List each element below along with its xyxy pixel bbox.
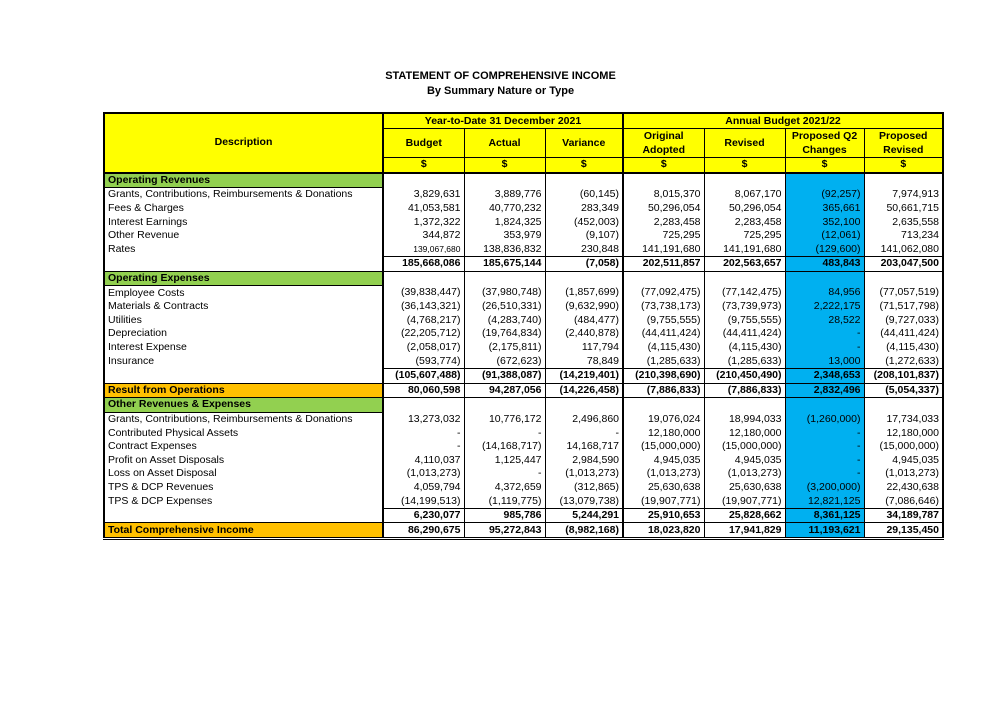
value-cell: (39,838,447) <box>383 286 464 300</box>
value-cell: 2,984,590 <box>545 453 623 467</box>
value-cell: (13,079,738) <box>545 494 623 508</box>
value-cell: 84,956 <box>785 286 864 300</box>
subtotal-cell: 203,047,500 <box>864 257 943 272</box>
value-cell: 2,222,175 <box>785 300 864 314</box>
table-row <box>104 494 943 508</box>
value-cell: (312,865) <box>545 481 623 495</box>
table-row <box>104 341 943 355</box>
subtotal-cell: 185,668,086 <box>383 257 464 272</box>
value-cell: 4,945,035 <box>864 453 943 467</box>
row-label: Fees & Charges <box>104 202 383 216</box>
section-header: Operating Revenues <box>104 173 383 188</box>
value-cell: (9,107) <box>545 229 623 243</box>
row-label: Profit on Asset Disposals <box>104 453 383 467</box>
table-row <box>104 202 943 216</box>
table-row <box>104 412 943 426</box>
value-cell: 352,100 <box>785 215 864 229</box>
subtotal-cell: 985,786 <box>464 508 545 523</box>
value-cell: (14,199,513) <box>383 494 464 508</box>
value-cell: 4,945,035 <box>623 453 704 467</box>
revised-header: Revised <box>704 129 785 158</box>
value-cell: (77,142,475) <box>704 286 785 300</box>
summary-label: Result from Operations <box>104 383 383 398</box>
value-cell: (9,755,555) <box>704 314 785 328</box>
currency-label: $ <box>383 158 464 173</box>
row-label: Depreciation <box>104 327 383 341</box>
value-cell: 4,372,659 <box>464 481 545 495</box>
value-cell: 365,661 <box>785 202 864 216</box>
value-cell: (1,013,273) <box>623 467 704 481</box>
summary-cell: (14,226,458) <box>545 383 623 398</box>
currency-label: $ <box>545 158 623 173</box>
subtotal-cell: 25,910,653 <box>623 508 704 523</box>
value-cell: (9,727,033) <box>864 314 943 328</box>
summary-row <box>104 383 943 398</box>
subtotal-cell: (210,398,690) <box>623 368 704 383</box>
currency-label: $ <box>704 158 785 173</box>
table-row <box>104 327 943 341</box>
section-header-row <box>104 173 943 188</box>
value-cell: (15,000,000) <box>623 440 704 454</box>
variance-header: Variance <box>545 129 623 158</box>
value-cell: 12,180,000 <box>864 426 943 440</box>
value-cell: (484,477) <box>545 314 623 328</box>
value-cell: 14,168,717 <box>545 440 623 454</box>
value-cell: 141,191,680 <box>704 243 785 257</box>
summary-cell: (8,982,168) <box>545 523 623 539</box>
subtotal-cell: 25,828,662 <box>704 508 785 523</box>
value-cell: (452,003) <box>545 215 623 229</box>
row-label: Grants, Contributions, Reimbursements & Donations <box>104 188 383 202</box>
value-cell: 25,630,638 <box>704 481 785 495</box>
value-cell: - <box>785 341 864 355</box>
value-cell: (14,168,717) <box>464 440 545 454</box>
value-cell: (4,115,430) <box>704 341 785 355</box>
value-cell: - <box>785 453 864 467</box>
value-cell: (9,755,555) <box>623 314 704 328</box>
value-cell: (7,086,646) <box>864 494 943 508</box>
value-cell: 41,053,581 <box>383 202 464 216</box>
value-cell: - <box>545 426 623 440</box>
proposed-q2-header: Proposed Q2 Changes <box>785 129 864 158</box>
value-cell: (1,260,000) <box>785 412 864 426</box>
value-cell: 8,015,370 <box>623 188 704 202</box>
value-cell: 3,889,776 <box>464 188 545 202</box>
summary-cell: (7,886,833) <box>704 383 785 398</box>
summary-cell: (5,054,337) <box>864 383 943 398</box>
section-header: Other Revenues & Expenses <box>104 398 383 413</box>
table-row <box>104 467 943 481</box>
value-cell: 117,794 <box>545 341 623 355</box>
value-cell: 353,979 <box>464 229 545 243</box>
value-cell: (4,283,740) <box>464 314 545 328</box>
value-cell: (1,285,633) <box>704 354 785 368</box>
table-row <box>104 300 943 314</box>
proposed-revised-header: Proposed Revised <box>864 129 943 158</box>
value-cell: (44,411,424) <box>623 327 704 341</box>
empty-cell <box>545 271 623 286</box>
value-cell: 25,630,638 <box>623 481 704 495</box>
table-row <box>104 188 943 202</box>
empty-cell <box>464 271 545 286</box>
section-header-row <box>104 398 943 413</box>
value-cell: 344,872 <box>383 229 464 243</box>
value-cell: (15,000,000) <box>704 440 785 454</box>
value-cell: 12,180,000 <box>704 426 785 440</box>
value-cell: 3,829,631 <box>383 188 464 202</box>
summary-cell: 18,023,820 <box>623 523 704 539</box>
page-title: STATEMENT OF COMPREHENSIVE INCOME <box>385 70 616 82</box>
subtotal-cell: 483,843 <box>785 257 864 272</box>
value-cell: (37,980,748) <box>464 286 545 300</box>
value-cell: (1,272,633) <box>864 354 943 368</box>
row-label: Grants, Contributions, Reimbursements & Donations <box>104 412 383 426</box>
summary-cell: 11,193,621 <box>785 523 864 539</box>
summary-cell: (7,886,833) <box>623 383 704 398</box>
value-cell: 725,295 <box>704 229 785 243</box>
empty-cell <box>623 271 704 286</box>
value-cell: (77,057,519) <box>864 286 943 300</box>
value-cell: (77,092,475) <box>623 286 704 300</box>
value-cell: (9,632,990) <box>545 300 623 314</box>
currency-label: $ <box>464 158 545 173</box>
subtotal-cell: 185,675,144 <box>464 257 545 272</box>
subtotal-cell: 34,189,787 <box>864 508 943 523</box>
value-cell: (1,013,273) <box>864 467 943 481</box>
value-cell: - <box>464 467 545 481</box>
income-statement-table <box>103 112 944 540</box>
subtotal-cell: (105,607,488) <box>383 368 464 383</box>
value-cell: (60,145) <box>545 188 623 202</box>
row-label: Rates <box>104 243 383 257</box>
empty-cell <box>704 271 785 286</box>
value-cell: 2,283,458 <box>623 215 704 229</box>
empty-cell <box>383 271 464 286</box>
subtotal-label <box>104 257 383 272</box>
row-label: Utilities <box>104 314 383 328</box>
value-cell: (44,411,424) <box>864 327 943 341</box>
value-cell: - <box>785 426 864 440</box>
value-cell: (1,119,775) <box>464 494 545 508</box>
empty-cell <box>383 398 464 413</box>
value-cell: - <box>785 327 864 341</box>
row-label: Interest Earnings <box>104 215 383 229</box>
value-cell: 13,000 <box>785 354 864 368</box>
ytd-group-header: Year-to-Date 31 December 2021 <box>383 113 623 129</box>
value-cell: 1,125,447 <box>464 453 545 467</box>
summary-cell: 80,060,598 <box>383 383 464 398</box>
value-cell: (19,907,771) <box>704 494 785 508</box>
row-label: Materials & Contracts <box>104 300 383 314</box>
value-cell: 2,635,558 <box>864 215 943 229</box>
value-cell: 139,067,680 <box>383 243 464 257</box>
value-cell: (73,739,973) <box>704 300 785 314</box>
row-label: Contributed Physical Assets <box>104 426 383 440</box>
subtotal-cell: 8,361,125 <box>785 508 864 523</box>
row-label: Contract Expenses <box>104 440 383 454</box>
value-cell: (4,115,430) <box>864 341 943 355</box>
original-adopted-header: Original Adopted <box>623 129 704 158</box>
table-row <box>104 426 943 440</box>
value-cell: 4,110,037 <box>383 453 464 467</box>
table-row <box>104 286 943 300</box>
annual-group-header: Annual Budget 2021/22 <box>623 113 943 129</box>
value-cell: (4,115,430) <box>623 341 704 355</box>
value-cell: 8,067,170 <box>704 188 785 202</box>
subtotal-cell: (208,101,837) <box>864 368 943 383</box>
value-cell: 13,273,032 <box>383 412 464 426</box>
empty-cell <box>464 173 545 188</box>
value-cell: 2,496,860 <box>545 412 623 426</box>
row-label: Interest Expense <box>104 341 383 355</box>
value-cell: (12,061) <box>785 229 864 243</box>
row-label: TPS & DCP Revenues <box>104 481 383 495</box>
row-label: Employee Costs <box>104 286 383 300</box>
value-cell: 10,776,172 <box>464 412 545 426</box>
empty-cell <box>545 173 623 188</box>
value-cell: 18,994,033 <box>704 412 785 426</box>
value-cell: (4,768,217) <box>383 314 464 328</box>
budget-header: Budget <box>383 129 464 158</box>
table-row <box>104 229 943 243</box>
row-label: Other Revenue <box>104 229 383 243</box>
value-cell: (2,440,878) <box>545 327 623 341</box>
value-cell: 22,430,638 <box>864 481 943 495</box>
empty-cell <box>383 173 464 188</box>
value-cell: 50,296,054 <box>623 202 704 216</box>
table-row <box>104 215 943 229</box>
subtotal-label <box>104 368 383 383</box>
actual-header: Actual <box>464 129 545 158</box>
table-row <box>104 314 943 328</box>
value-cell: 141,062,080 <box>864 243 943 257</box>
value-cell: (71,517,798) <box>864 300 943 314</box>
value-cell: (672,623) <box>464 354 545 368</box>
summary-cell: 86,290,675 <box>383 523 464 539</box>
value-cell: - <box>383 426 464 440</box>
value-cell: - <box>383 440 464 454</box>
value-cell: (22,205,712) <box>383 327 464 341</box>
value-cell: 17,734,033 <box>864 412 943 426</box>
empty-cell <box>785 271 864 286</box>
value-cell: 12,821,125 <box>785 494 864 508</box>
page-subtitle: By Summary Nature or Type <box>426 85 575 97</box>
subtotal-cell: 202,563,657 <box>704 257 785 272</box>
value-cell: 2,283,458 <box>704 215 785 229</box>
value-cell: 40,770,232 <box>464 202 545 216</box>
value-cell: (129,600) <box>785 243 864 257</box>
value-cell: 50,296,054 <box>704 202 785 216</box>
currency-label: $ <box>785 158 864 173</box>
currency-label: $ <box>623 158 704 173</box>
value-cell: (1,285,633) <box>623 354 704 368</box>
value-cell: 50,661,715 <box>864 202 943 216</box>
summary-cell: 95,272,843 <box>464 523 545 539</box>
value-cell: (92,257) <box>785 188 864 202</box>
row-label: Loss on Asset Disposal <box>104 467 383 481</box>
value-cell: (593,774) <box>383 354 464 368</box>
empty-cell <box>864 271 943 286</box>
value-cell: (26,510,331) <box>464 300 545 314</box>
value-cell: 28,522 <box>785 314 864 328</box>
table-row <box>104 453 943 467</box>
section-header-row <box>104 271 943 286</box>
value-cell: (3,200,000) <box>785 481 864 495</box>
table-row <box>104 354 943 368</box>
value-cell: (73,738,173) <box>623 300 704 314</box>
subtotal-row <box>104 368 943 383</box>
summary-row <box>104 523 943 539</box>
empty-cell <box>864 398 943 413</box>
subtotal-row <box>104 508 943 523</box>
subtotal-cell: (14,219,401) <box>545 368 623 383</box>
value-cell: (15,000,000) <box>864 440 943 454</box>
value-cell: 283,349 <box>545 202 623 216</box>
value-cell: 12,180,000 <box>623 426 704 440</box>
value-cell: (44,411,424) <box>704 327 785 341</box>
empty-cell <box>464 398 545 413</box>
empty-cell <box>864 173 943 188</box>
value-cell: 138,836,832 <box>464 243 545 257</box>
table-row <box>104 481 943 495</box>
subtotal-cell: 2,348,653 <box>785 368 864 383</box>
value-cell: (1,857,699) <box>545 286 623 300</box>
value-cell: (1,013,273) <box>383 467 464 481</box>
subtotal-cell: 5,244,291 <box>545 508 623 523</box>
subtotal-row <box>104 257 943 272</box>
table-row <box>104 440 943 454</box>
value-cell: 78,849 <box>545 354 623 368</box>
subtotal-cell: (7,058) <box>545 257 623 272</box>
value-cell: 4,059,794 <box>383 481 464 495</box>
value-cell: 141,191,680 <box>623 243 704 257</box>
table-row <box>104 243 943 257</box>
empty-cell <box>785 173 864 188</box>
value-cell: - <box>464 426 545 440</box>
row-label: TPS & DCP Expenses <box>104 494 383 508</box>
value-cell: (36,143,321) <box>383 300 464 314</box>
value-cell: (19,907,771) <box>623 494 704 508</box>
empty-cell <box>704 173 785 188</box>
value-cell: 230,848 <box>545 243 623 257</box>
subtotal-cell: (91,388,087) <box>464 368 545 383</box>
section-header: Operating Expenses <box>104 271 383 286</box>
empty-cell <box>785 398 864 413</box>
empty-cell <box>623 173 704 188</box>
value-cell: (2,058,017) <box>383 341 464 355</box>
summary-label: Total Comprehensive Income <box>104 523 383 539</box>
empty-cell <box>704 398 785 413</box>
value-cell: 4,945,035 <box>704 453 785 467</box>
summary-cell: 94,287,056 <box>464 383 545 398</box>
summary-cell: 2,832,496 <box>785 383 864 398</box>
value-cell: 19,076,024 <box>623 412 704 426</box>
value-cell: (19,764,834) <box>464 327 545 341</box>
value-cell: 713,234 <box>864 229 943 243</box>
value-cell: 1,824,325 <box>464 215 545 229</box>
subtotal-label <box>104 508 383 523</box>
value-cell: - <box>785 467 864 481</box>
summary-cell: 17,941,829 <box>704 523 785 539</box>
value-cell: (1,013,273) <box>704 467 785 481</box>
subtotal-cell: (210,450,490) <box>704 368 785 383</box>
summary-cell: 29,135,450 <box>864 523 943 539</box>
value-cell: 1,372,322 <box>383 215 464 229</box>
value-cell: 7,974,913 <box>864 188 943 202</box>
currency-label: $ <box>864 158 943 173</box>
subtotal-cell: 202,511,857 <box>623 257 704 272</box>
value-cell: (2,175,811) <box>464 341 545 355</box>
empty-cell <box>623 398 704 413</box>
description-header: Description <box>104 113 383 173</box>
subtotal-cell: 6,230,077 <box>383 508 464 523</box>
value-cell: 725,295 <box>623 229 704 243</box>
empty-cell <box>545 398 623 413</box>
value-cell: (1,013,273) <box>545 467 623 481</box>
row-label: Insurance <box>104 354 383 368</box>
value-cell: - <box>785 440 864 454</box>
